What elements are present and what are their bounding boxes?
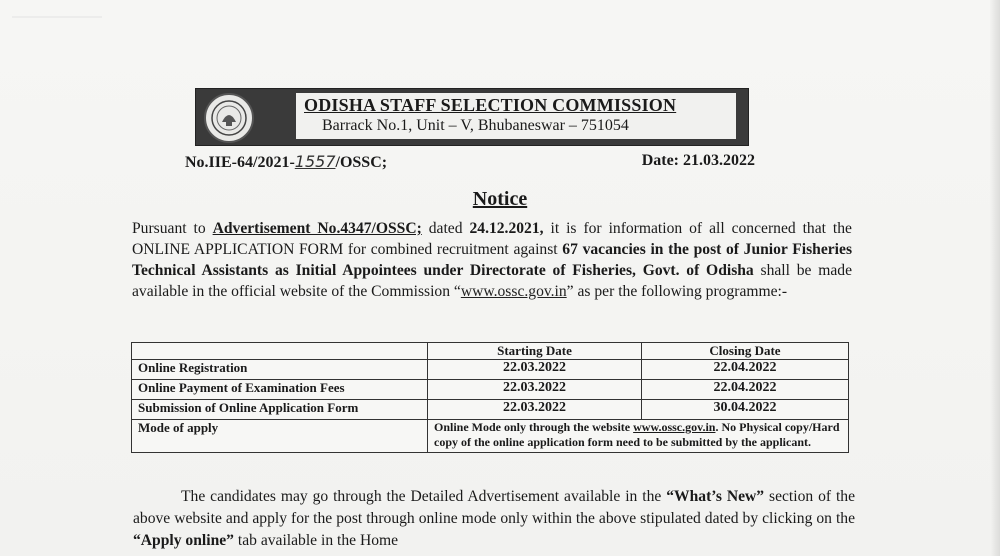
- mode-text: . No Physical copy/Hard copy of the online application form need to be submitted by the applicant.: [434, 420, 840, 449]
- advertisement-date: 24.12.2021,: [469, 220, 544, 237]
- table-row: [132, 380, 849, 400]
- organization-address: Barrack No.1, Unit – V, Bhubaneswar – 751054: [322, 117, 629, 134]
- advertisement-number: Advertisement No.4347/OSSC;: [212, 220, 422, 237]
- notice-paragraph-2: [133, 486, 855, 552]
- table-row-mode: [132, 420, 849, 453]
- emblem-icon: [204, 93, 254, 143]
- para2-text: The candidates may go through the Detailed Advertisement available in the: [181, 488, 667, 505]
- reference-line: [185, 152, 755, 176]
- table-header-cell: [132, 343, 428, 360]
- apply-online-label: “Apply online”: [133, 532, 234, 549]
- ref-handwritten-number: 1557: [294, 152, 336, 171]
- notice-title: Notice: [472, 188, 528, 210]
- row-label: Mode of apply: [132, 420, 428, 453]
- odisha-emblem-seal-icon: [209, 98, 249, 138]
- para1-text: shall be made available in the official website of the Commission “: [132, 262, 852, 300]
- schedule-table: [131, 342, 849, 453]
- notice-paragraph-1: [132, 218, 852, 302]
- para1-text: Pursuant to: [132, 220, 213, 237]
- closing-date: 22.04.2022: [641, 380, 848, 400]
- whats-new-label: “What’s New”: [666, 488, 765, 505]
- closing-date: 22.04.2022: [641, 360, 848, 380]
- website-link[interactable]: www.ossc.gov.in: [460, 283, 567, 300]
- page-edge-shadow: [990, 0, 1000, 556]
- row-label: Online Payment of Examination Fees: [132, 380, 428, 400]
- organization-name: ODISHA STAFF SELECTION COMMISSION: [304, 95, 677, 115]
- table-header-cell: Closing Date: [641, 343, 848, 360]
- row-label: Online Registration: [132, 360, 428, 380]
- ref-prefix: No.IIE-64/2021-: [185, 154, 295, 171]
- table-header-row: [132, 343, 849, 360]
- closing-date: 30.04.2022: [641, 400, 848, 420]
- header-text-box: [296, 93, 736, 139]
- mode-of-apply-details: [428, 420, 849, 453]
- para2-text: section of the above website and apply for the post through online mode only within the above stipulated dated by clicking on the: [133, 488, 856, 527]
- starting-date: 22.03.2022: [428, 380, 642, 400]
- para2-text: tab available in the Home: [233, 532, 399, 549]
- table-row: [132, 360, 849, 380]
- reference-number: [185, 152, 387, 172]
- starting-date: 22.03.2022: [428, 400, 642, 420]
- notice-date: Date: 21.03.2022: [641, 152, 755, 169]
- row-label: Submission of Online Application Form: [132, 400, 428, 420]
- mode-website-link[interactable]: www.ossc.gov.in: [633, 420, 716, 434]
- para1-text: it is for information of all concerned that the ONLINE APPLICATION FORM for combined recruitment against: [132, 220, 852, 258]
- mode-text: Online Mode only through the website: [434, 420, 634, 434]
- para1-text: dated: [421, 220, 470, 237]
- starting-date: 22.03.2022: [428, 360, 642, 380]
- ref-suffix: /OSSC;: [335, 154, 388, 171]
- table-header-cell: Starting Date: [428, 343, 642, 360]
- table-row: [132, 400, 849, 420]
- header-banner: [195, 88, 749, 146]
- scan-artifact: [12, 16, 102, 48]
- para1-text: ” as per the following programme:-: [566, 283, 788, 300]
- vacancy-details: 67 vacancies in the post of Junior Fisheries Technical Assistants as Initial Appointees under Directorate of Fisheries, Govt. of Odisha: [132, 241, 853, 279]
